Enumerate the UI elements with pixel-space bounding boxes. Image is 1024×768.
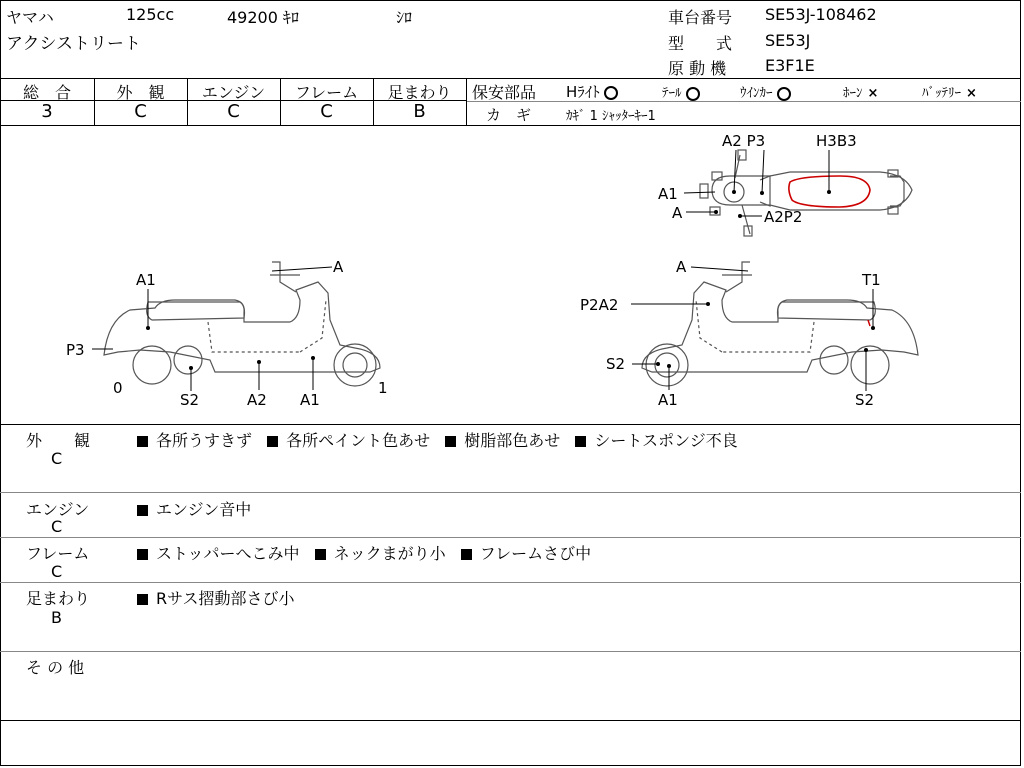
label-left-one: 1: [378, 379, 388, 397]
remark-grade-engine: C: [51, 517, 63, 536]
key-label: カ ギ: [486, 106, 532, 124]
safety-item-name: ﾎｰﾝ: [843, 86, 863, 101]
remark-grade-suspension: B: [51, 608, 62, 627]
bullet-square-icon: [461, 549, 472, 560]
label-a2p3: A2 P3: [722, 132, 766, 150]
mileage: 49200 ｷﾛ: [227, 8, 299, 27]
label-right-p2a2: P2A2: [580, 296, 619, 314]
label-left-a2: A2: [247, 391, 267, 409]
color: ｼﾛ: [396, 8, 413, 27]
label-left-s2: S2: [180, 391, 200, 409]
remark-notes-engine: [137, 497, 251, 520]
grade-header-suspension: 足まわり: [387, 83, 452, 102]
remark-category-exterior: 外 観: [26, 431, 91, 450]
type-value: SE53J: [765, 31, 811, 50]
rule: [0, 492, 1021, 493]
engine-label: 原 動 機: [668, 59, 727, 78]
remark-note: Rサス摺動部さび小: [156, 589, 295, 608]
grade-overall: 3: [41, 101, 53, 122]
remark-category-suspension: 足まわり: [26, 589, 91, 608]
remark-note: 各所うすきず: [156, 431, 253, 450]
remark-note: 樹脂部色あせ: [464, 431, 561, 450]
safety-item-name: ﾃｰﾙ: [662, 86, 682, 101]
label-left-a1-bottom: A1: [300, 391, 320, 409]
grade-header-engine: エンジン: [201, 83, 266, 102]
safety-label: 保安部品: [472, 83, 537, 102]
frame-no-label: 車台番号: [668, 8, 733, 27]
bullet-square-icon: [267, 436, 278, 447]
label-a2p2: A2P2: [764, 208, 803, 226]
grade-header-exterior: 外 観: [116, 83, 165, 102]
label-right-a: A: [676, 258, 687, 276]
bullet-square-icon: [445, 436, 456, 447]
label-right-a1: A1: [658, 391, 678, 409]
bullet-square-icon: [315, 549, 326, 560]
safety-item-name: ｳｲﾝｶｰ: [740, 86, 773, 101]
rule: [0, 720, 1021, 721]
remark-grade-exterior: C: [51, 449, 63, 468]
bullet-square-icon: [137, 549, 148, 560]
safety-item-name: ﾊﾞｯﾃﾘｰ: [922, 86, 961, 101]
label-left-a: A: [333, 258, 344, 276]
grade-engine: C: [227, 101, 240, 122]
remark-category-other: そ の 他: [26, 658, 85, 677]
key-value: ｶｷﾞ 1 ｼｬｯﾀｰｷｰ1: [566, 109, 656, 124]
remark-note: ストッパーへこみ中: [156, 544, 300, 563]
label-top-a1: A1: [658, 185, 678, 203]
remark-note: エンジン音中: [156, 500, 252, 519]
grade-suspension: B: [413, 101, 426, 122]
leader-lines: [92, 150, 873, 391]
label-left-p3: P3: [66, 341, 85, 359]
scooter-top-view: [700, 150, 912, 236]
rule: [0, 424, 1021, 425]
remark-note: 各所ペイント色あせ: [286, 431, 431, 450]
label-right-t1: T1: [862, 271, 881, 289]
safety-item-name: Hﾗｲﾄ: [566, 83, 600, 101]
remark-note: シートスポンジ不良: [594, 431, 738, 450]
engine-value: E3F1E: [765, 56, 815, 75]
ng-x-icon: ×: [966, 86, 977, 101]
type-label: 型 式: [668, 34, 733, 53]
rule: [0, 651, 1021, 652]
label-h3b3: H3B3: [816, 132, 857, 150]
remark-category-engine: エンジン: [26, 500, 90, 519]
grade-frame: C: [320, 101, 333, 122]
bullet-square-icon: [137, 594, 148, 605]
label-right-s2-right: S2: [855, 391, 875, 409]
model-name: アクシストリート: [6, 34, 141, 54]
remark-notes-frame: [137, 541, 591, 564]
remark-note: フレームさび中: [479, 544, 592, 563]
bullet-square-icon: [137, 436, 148, 447]
label-top-a: A: [672, 204, 683, 222]
grade-header-frame: フレーム: [294, 83, 359, 102]
rule: [0, 537, 1021, 538]
maker: ヤマハ: [6, 8, 54, 27]
label-right-s2-left: S2: [606, 355, 626, 373]
label-left-a1: A1: [136, 271, 156, 289]
grade-exterior: C: [134, 101, 147, 122]
remark-notes-suspension: [137, 586, 294, 609]
remark-notes-exterior: [137, 428, 738, 451]
bullet-square-icon: [137, 505, 148, 516]
bullet-square-icon: [575, 436, 586, 447]
frame-no: SE53J-108462: [765, 5, 877, 24]
grade-header-overall: 総 合: [22, 83, 71, 102]
rule: [0, 582, 1021, 583]
remark-category-frame: フレーム: [26, 544, 90, 563]
label-left-zero: 0: [113, 379, 123, 397]
displacement: 125cc: [126, 5, 175, 24]
remark-note: ネックまがり小: [333, 544, 446, 563]
remark-grade-frame: C: [51, 562, 63, 581]
damage-scratch-mark: [868, 320, 870, 326]
ng-x-icon: ×: [867, 86, 879, 101]
